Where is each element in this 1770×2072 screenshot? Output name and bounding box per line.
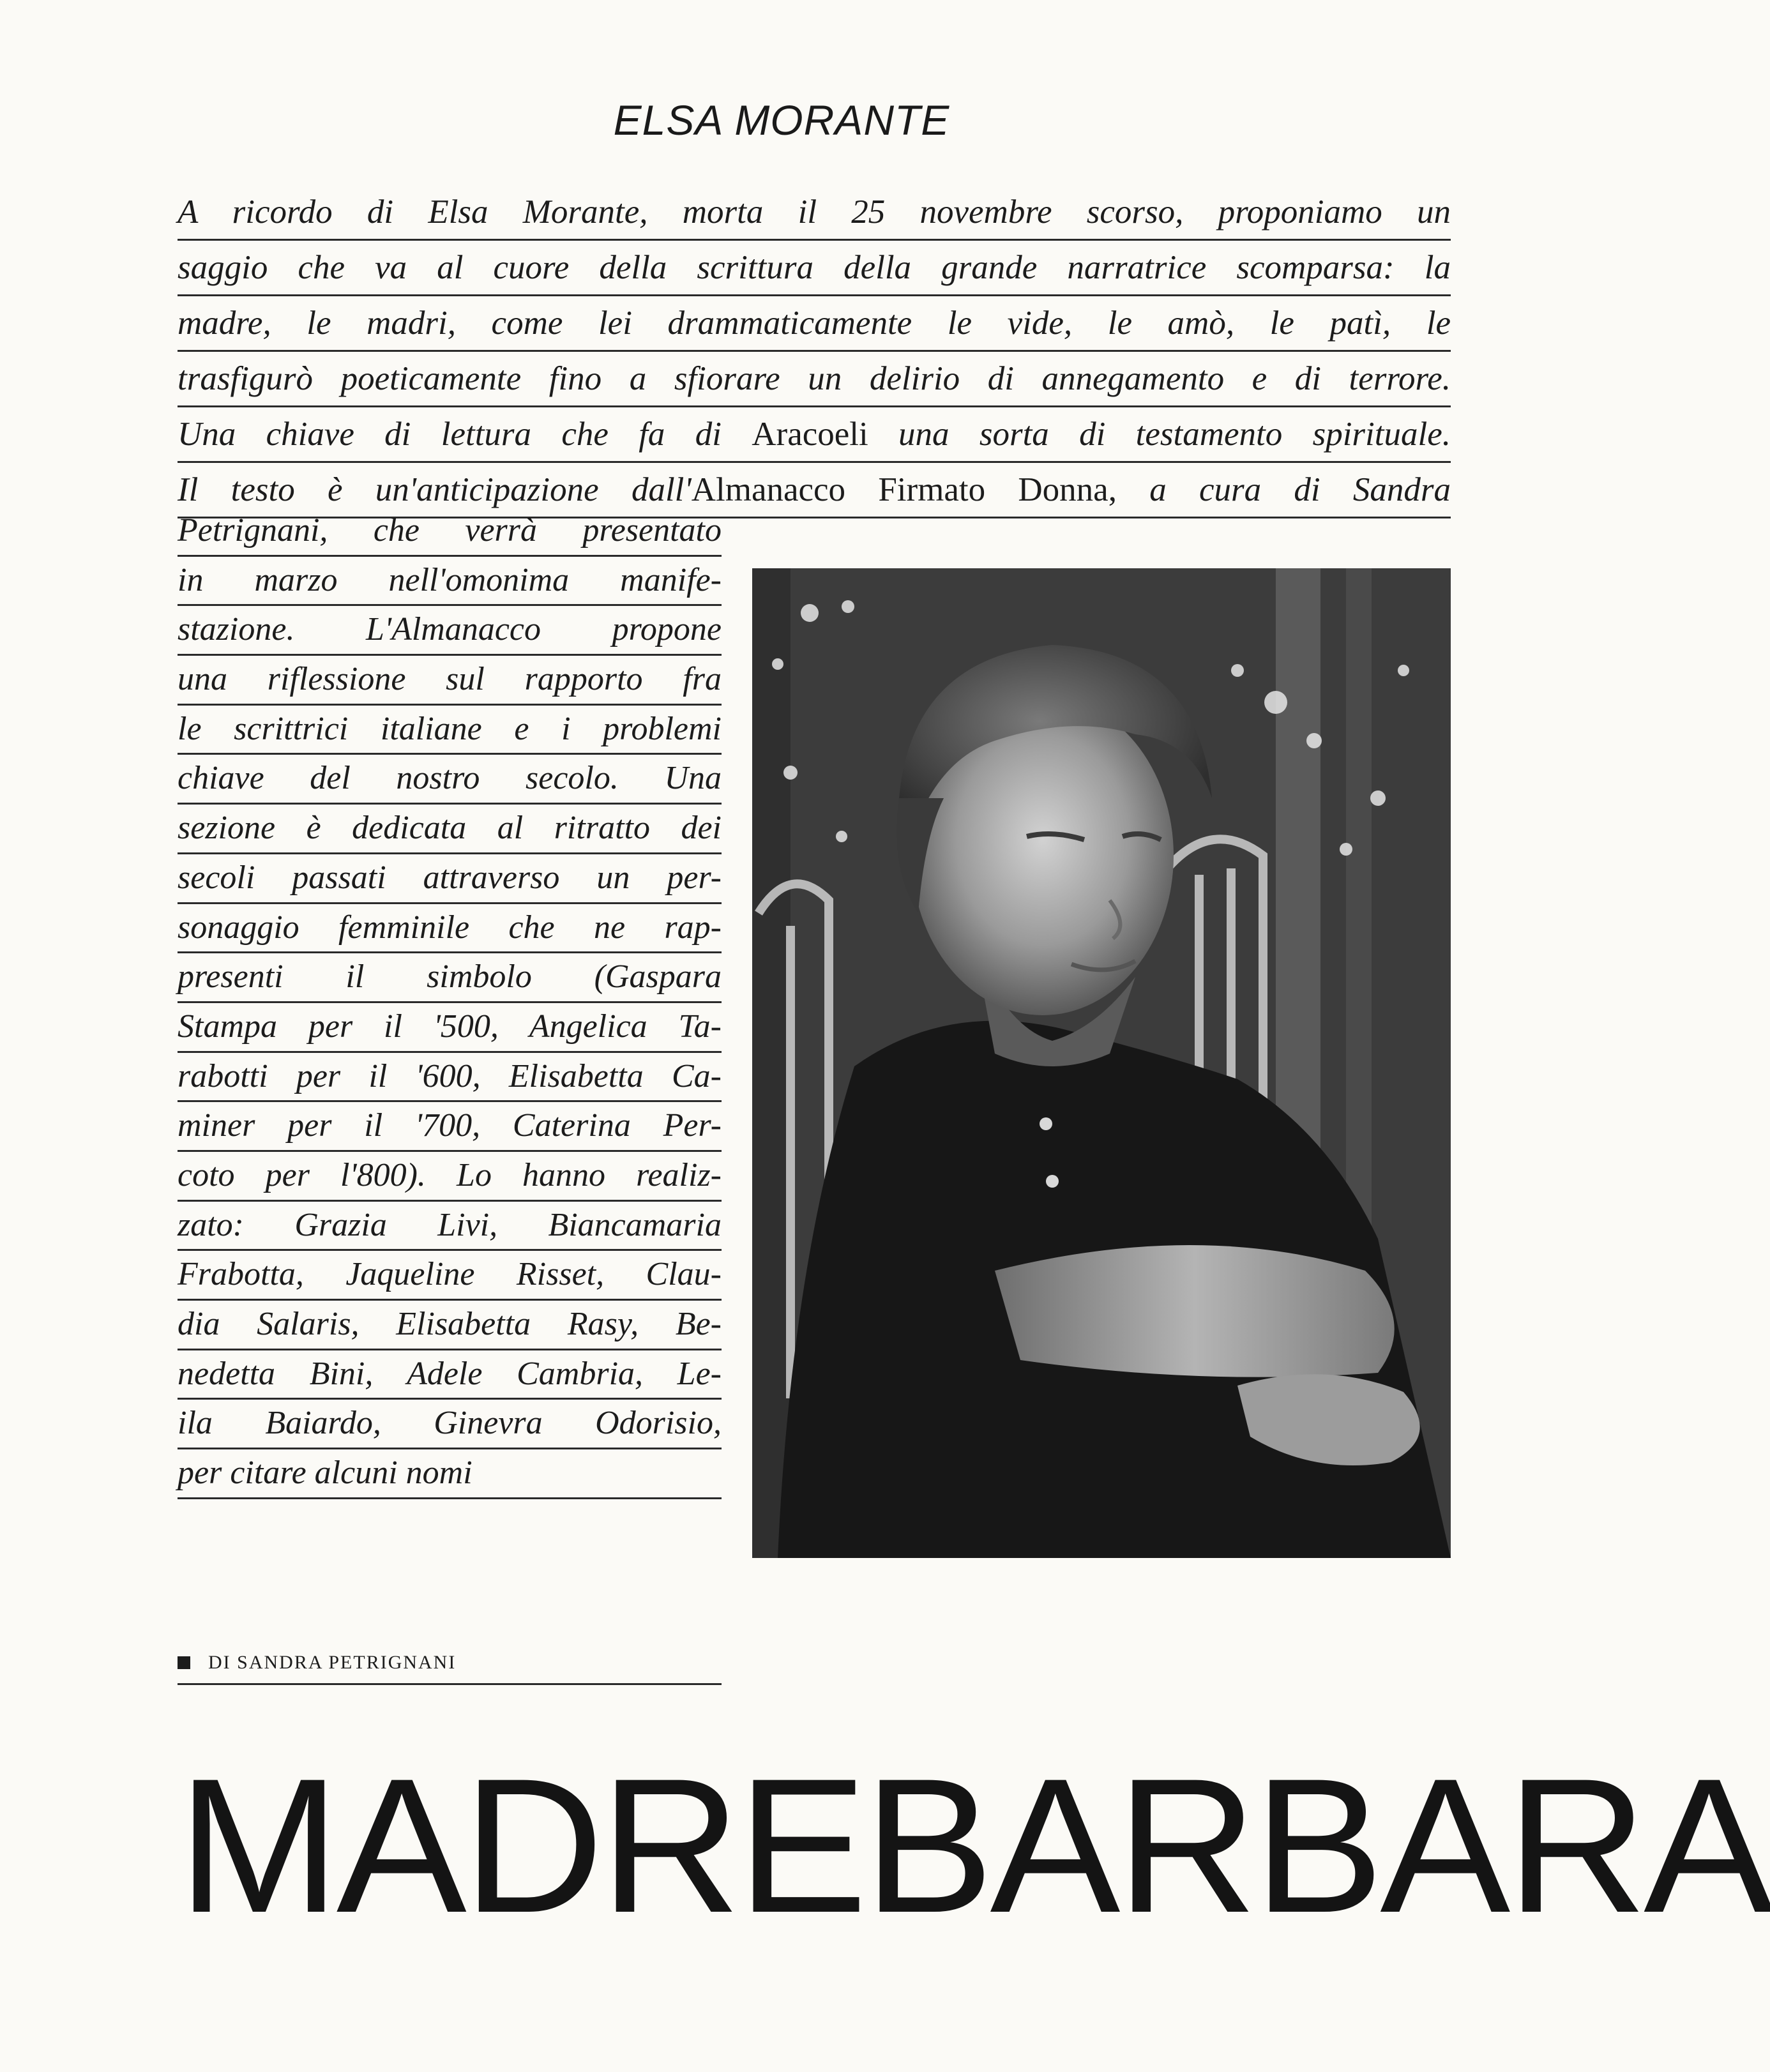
intro-paragraph-narrow-column [178,507,722,1499]
intro-line: miner per il '700, Caterina Per- [178,1102,722,1152]
intro-line: A ricordo di Elsa Morante, morta il 25 novembre scorso, proponiamo un [178,185,1451,241]
intro-line: Stampa per il '500, Angelica Ta- [178,1003,722,1053]
intro-line: ila Baiardo, Ginevra Odorisio, [178,1400,722,1449]
byline-text: DI SANDRA PETRIGNANI [208,1652,457,1673]
book-title: Aracoeli [752,416,868,453]
section-kicker: ELSA MORANTE [613,96,950,144]
byline-square-bullet [178,1656,190,1669]
headline-word: MADRE [178,1738,864,1953]
headline-word: BARBARA [863,1738,1770,1953]
intro-line: zato: Grazia Livi, Biancamaria [178,1202,722,1252]
intro-line: saggio che va al cuore della scrittura della grande narratrice scomparsa: la [178,241,1451,296]
intro-line: stazione. L'Almanacco propone [178,606,722,656]
byline [178,1642,722,1685]
intro-line: coto per l'800). Lo hanno realiz- [178,1152,722,1202]
intro-line: Frabotta, Jaqueline Risset, Clau- [178,1251,722,1301]
intro-line: sezione è dedicata al ritratto dei [178,805,722,854]
headline [178,1738,1770,1953]
intro-line: trasfigurò poeticamente fino a sfiorare un delirio di annegamento e di terrore. [178,352,1451,407]
portrait-illustration [752,568,1451,1558]
intro-line: nedetta Bini, Adele Cambria, Le- [178,1350,722,1400]
intro-line: dia Salaris, Elisabetta Rasy, Be- [178,1301,722,1350]
almanac-title: Almanacco Firmato Donna, [691,471,1117,508]
intro-line: le scrittrici italiane e i problemi [178,706,722,755]
intro-line: sonaggio femminile che ne rap- [178,904,722,954]
intro-line: per citare alcuni nomi [178,1449,722,1499]
portrait-photo [752,568,1451,1558]
intro-line: secoli passati attraverso un per- [178,854,722,904]
intro-line: Una chiave di lettura che fa di Aracoeli una sorta di testamento spirituale. [178,407,1451,463]
intro-line: madre, le madri, come lei drammaticamente le vide, le amò, le patì, le [178,296,1451,352]
intro-line: Petrignani, che verrà presentato [178,507,722,557]
intro-line: presenti il simbolo (Gaspara [178,953,722,1003]
intro-line: Il testo è un'anticipazione dall'Almanacco Firmato Donna, a cura di Sandra [178,463,1451,518]
intro-line: rabotti per il '600, Elisabetta Ca- [178,1053,722,1103]
intro-line: una riflessione sul rapporto fra [178,656,722,706]
intro-line: in marzo nell'omonima manife- [178,557,722,607]
intro-line: chiave del nostro secolo. Una [178,755,722,805]
intro-paragraph-full-width [178,185,1451,518]
